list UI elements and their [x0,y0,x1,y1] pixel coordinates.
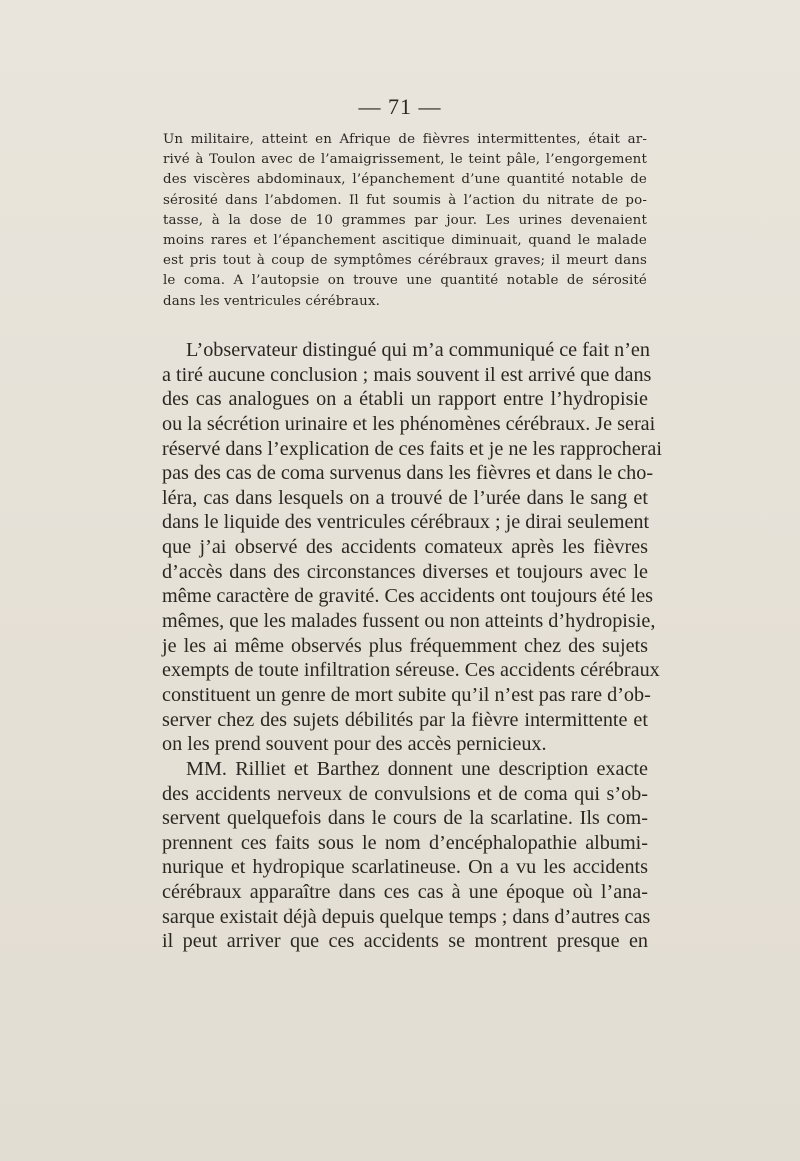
text-line: est pris tout à coup de symptômes cérébraux graves; il meurt dans [163,253,647,269]
text-line: Un militaire, atteint en Afrique de fièvres intermittentes, était ar- [163,132,647,147]
text-line: L’observateur distingué qui m’a communiqué ce fait n’en [186,339,650,361]
text-line: dans le liquide des ventricules cérébraux ; je dirai seulement [162,511,650,534]
text-line: sérosité dans l’abdomen. Il fut soumis à l’action du nitrate de po- [163,192,647,208]
text-line: sarque existait déjà depuis quelque temps ; dans d’autres cas [162,905,651,928]
paragraph-2 [162,757,651,954]
text-line: des viscères abdominaux, l’épanchement d’une quantité notable de [163,172,647,188]
text-line: MM. Rilliet et Barthez donnent une description exacte [186,757,648,780]
text-line: cérébraux apparaître dans ces cas à une époque où l’ana- [162,881,648,904]
text-line: des accidents nerveux de convulsions et de coma qui s’ob- [162,782,648,805]
text-line: server chez des sujets débilités par la fièvre intermittente et [162,708,648,731]
text-line: prennent ces faits sous le nom d’encéphalopathie albumi- [162,831,648,854]
text-line: nurique et hydropique scarlatineuse. On a vu les accidents [162,856,648,879]
text-line: que j’ai observé des accidents comateux après les fièvres [162,536,648,559]
body-text [162,338,662,954]
text-line: même caractère de gravité. Ces accidents ont toujours été les [162,585,654,608]
paragraph-1 [162,338,662,757]
text-line: léra, cas dans lesquels on a trouvé de l’urée dans le sang et [162,486,648,509]
case-report-paragraph [163,130,647,312]
text-line: constituent un genre de mort subite qu’il n’est pas rare d’ob- [162,683,651,706]
text-line: je les ai même observés plus fréquemment chez des sujets [162,634,648,657]
text-line: tasse, à la dose de 10 grammes par jour. Les urines devenaient [163,212,647,228]
text-line: il peut arriver que ces accidents se montrent presque en [162,930,648,953]
text-line: on les prend souvent pour des accès pernicieux. [162,733,547,756]
text-line: le coma. A l’autopsie on trouve une quantité notable de sérosité [163,273,647,289]
text-line: moins rares et l’épanchement ascitique diminuait, quand le malade [163,232,647,248]
text-line: réservé dans l’explication de ces faits et je ne les rapprocherai [162,437,662,460]
text-line: exempts de toute infiltration séreuse. Ces accidents cérébraux [162,659,660,682]
text-line: a tiré aucune conclusion ; mais souvent il est arrivé que dans [162,363,652,386]
text-line: d’accès dans des circonstances diverses et toujours avec le [162,560,648,583]
text-line: mêmes, que les malades fussent ou non atteints d’hydropisie, [162,610,656,633]
text-line: pas des cas de coma survenus dans les fièvres et dans le cho- [162,462,654,485]
text-line: des cas analogues on a établi un rapport entre l’hydropisie [162,388,648,411]
text-line: rivé à Toulon avec de l’amaigrissement, le teint pâle, l’engorgement [163,152,647,168]
text-line: dans les ventricules cérébraux. [163,293,381,309]
text-line: ou la sécrétion urinaire et les phénomènes cérébraux. Je serai [162,412,656,435]
page-number: — 71 — [358,94,442,119]
text-line: servent quelquefois dans le cours de la scarlatine. Ils com- [162,807,648,830]
